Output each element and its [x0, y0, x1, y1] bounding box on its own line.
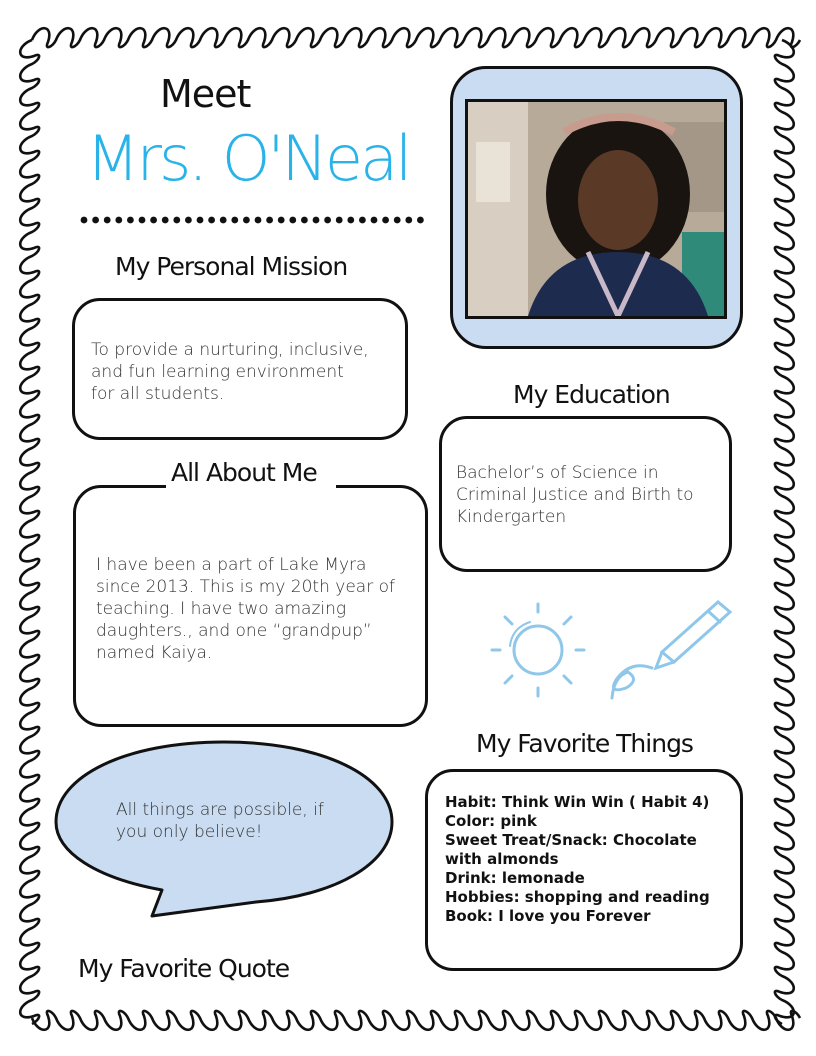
about-box	[73, 485, 428, 727]
about-heading: All About Me	[171, 458, 317, 487]
sun-and-pencil-doodle	[490, 598, 740, 708]
favorite-item: Sweet Treat/Snack: Chocolate	[445, 831, 697, 849]
favorite-item: Color: pink	[445, 812, 537, 830]
about-text	[96, 554, 395, 664]
quote-heading: My Favorite Quote	[78, 954, 290, 983]
favorite-item: Drink: lemonade	[445, 869, 585, 887]
teacher-name-title: Mrs. O'Neal	[86, 122, 410, 195]
mission-line: for all students.	[91, 384, 225, 404]
about-line: named Kaiya.	[96, 643, 213, 663]
quote-line: All things are possible, if	[116, 800, 324, 820]
mission-line: and fun learning environment	[91, 362, 344, 382]
favorites-heading: My Favorite Things	[476, 729, 693, 758]
education-box	[439, 416, 732, 572]
favorite-item: Habit: Think Win Win ( Habit 4)	[445, 793, 710, 811]
education-heading: My Education	[513, 380, 670, 409]
education-text	[456, 462, 694, 528]
mission-box	[72, 298, 408, 440]
education-line: Bachelor’s of Science in	[456, 463, 659, 483]
meet-heading: Meet	[160, 72, 251, 116]
mission-heading: My Personal Mission	[115, 252, 348, 281]
dotted-divider	[80, 216, 425, 224]
favorite-item: Hobbies: shopping and reading	[445, 888, 710, 906]
mission-line: To provide a nurturing, inclusive,	[91, 340, 369, 360]
about-line: teaching. I have two amazing	[96, 599, 347, 619]
favorite-item: with almonds	[445, 850, 559, 868]
favorite-item: Book: I love you Forever	[445, 907, 651, 925]
about-line: I have been a part of Lake Myra	[96, 555, 367, 575]
quote-line: you only believe!	[116, 822, 263, 842]
education-line: Criminal Justice and Birth to	[456, 485, 694, 505]
quote-text	[116, 799, 324, 843]
mission-text	[91, 339, 369, 405]
favorites-list	[445, 793, 710, 926]
pencil-icon	[612, 602, 730, 698]
about-line: since 2013. This is my 20th year of	[96, 577, 395, 597]
sun-icon	[492, 604, 584, 696]
teacher-photo	[465, 99, 727, 319]
education-line: Kindergarten	[456, 507, 567, 527]
about-line: daughters., and one “grandpup”	[96, 621, 372, 641]
